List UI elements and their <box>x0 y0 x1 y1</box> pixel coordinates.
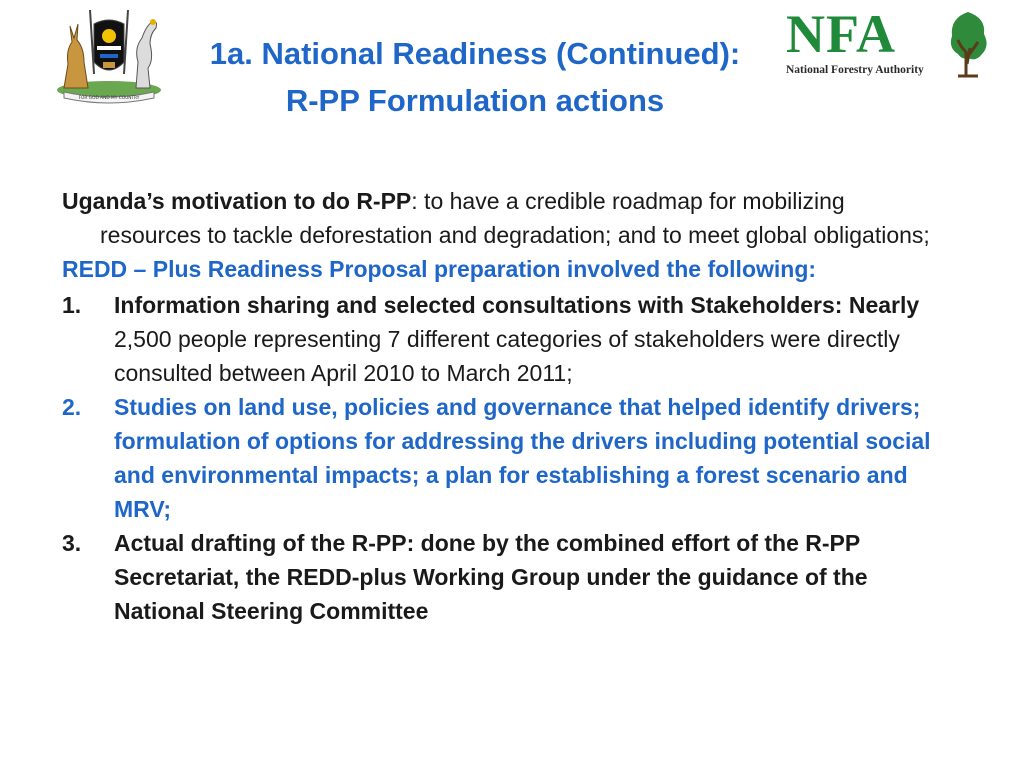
list-item-number: 1. <box>62 292 82 318</box>
motivation-lead: Uganda’s motivation to do R-PP <box>62 188 412 214</box>
list-item-text: 2,500 people representing 7 different categories of stakeholders were directly consulted between April 2010 to March 2011; <box>114 326 900 386</box>
list-item <box>62 526 952 628</box>
list-item <box>62 288 952 390</box>
motivation-paragraph <box>62 184 952 252</box>
nfa-logo-caption: National Forestry Authority <box>786 64 924 76</box>
page-title <box>175 30 775 124</box>
coat-of-arms-motto: FOR GOD AND MY COUNTRY <box>78 96 140 101</box>
list-item-number: 2. <box>62 394 82 420</box>
motivation-text: : to have a credible roadmap for mobilizing resources to tackle deforestation and degradation; and to meet global obligations; <box>100 188 930 248</box>
list-item-text: Actual drafting of the R-PP: done by the combined effort of the R-PP Secretariat, the REDD-plus Working Group under the guidance of the National Steering Committee <box>114 530 868 624</box>
title-line-1: 1a. National Readiness (Continued): <box>209 36 741 71</box>
list-item <box>62 390 952 526</box>
redd-heading: REDD – Plus Readiness Proposal preparation involved the following: <box>62 256 817 282</box>
slide-body <box>62 184 952 628</box>
list-item-text: Studies on land use, policies and governance that helped identify drivers; formulation of options for addressing the drivers including potential social and environmental impacts; a plan for establishing a forest scenario and MRV; <box>114 394 931 522</box>
nfa-logo-letters: NFA <box>786 4 896 64</box>
tree-icon <box>944 8 992 78</box>
nfa-logo <box>784 4 994 82</box>
list-item-bold-text: Information sharing and selected consultations with Stakeholders: Nearly <box>114 292 920 318</box>
title-line-2: R-PP Formulation actions <box>285 83 665 118</box>
list-item-number: 3. <box>62 530 82 556</box>
coat-of-arms-icon <box>50 4 168 104</box>
